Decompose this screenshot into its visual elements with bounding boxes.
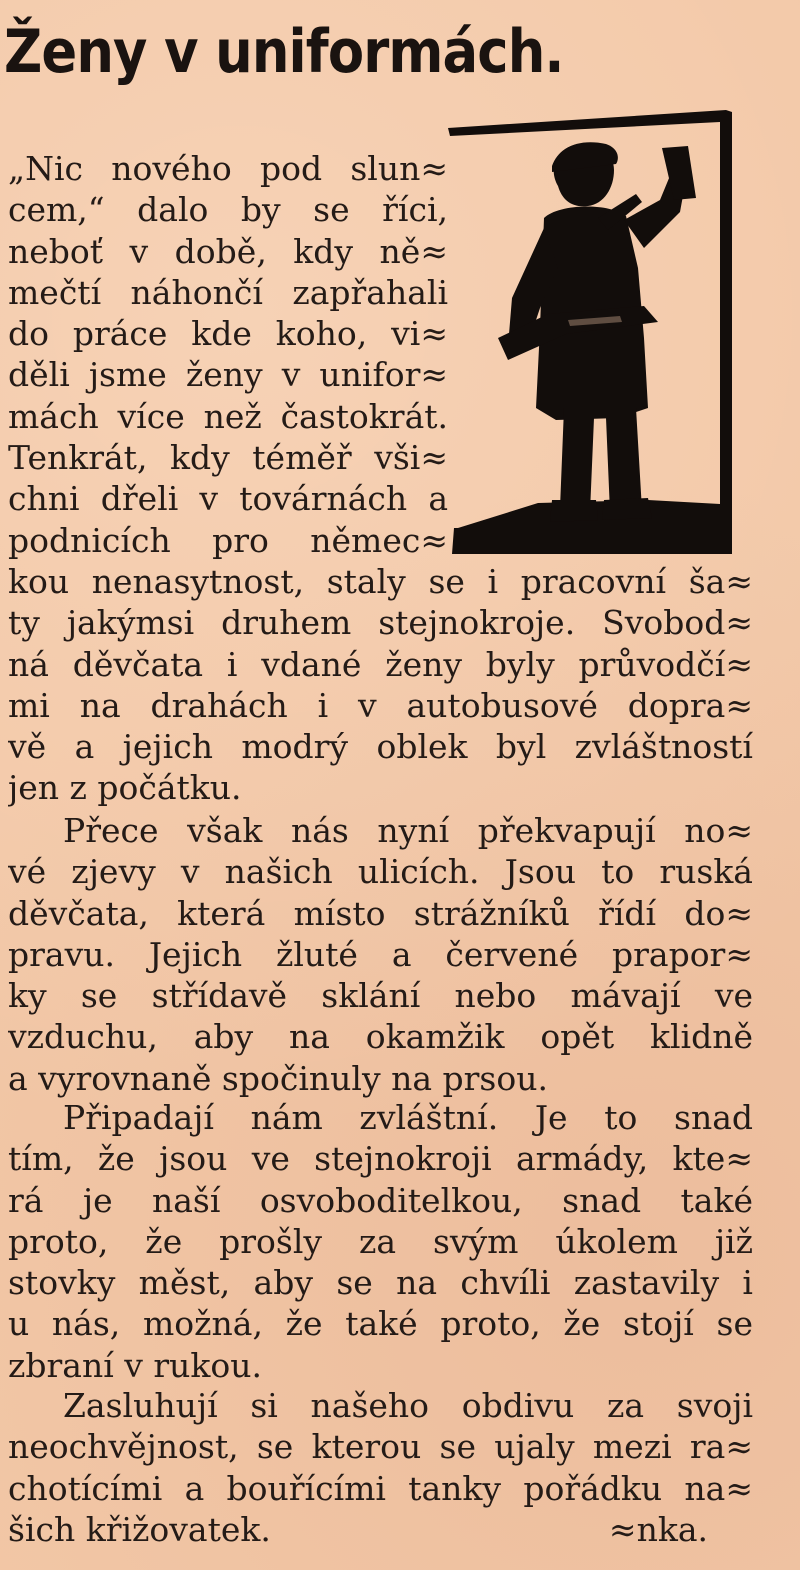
text-line: neochvějnost, se kterou se ujaly mezi ra≈ [8, 1427, 753, 1467]
text-line: proto, že prošly za svým úkolem již [8, 1221, 753, 1261]
text-line: cem,“ dalo by se říci, [8, 190, 448, 230]
text-line: rá je naší osvoboditelkou, snad také [8, 1180, 753, 1220]
text-line: a vyrovnaně spočinuly na prsou. [8, 1058, 548, 1098]
final-text-line: šich křižovatek. [8, 1509, 271, 1549]
text-line: ná děvčata i vdané ženy byly průvodčí≈ [8, 644, 753, 684]
text-line: vzduchu, aby na okamžik opět klidně [8, 1017, 753, 1057]
text-line: podnicích pro němec≈ [8, 520, 448, 560]
text-line: mách více než častokrát. [8, 396, 448, 436]
text-line: pravu. Jejich žluté a červené prapor≈ [8, 934, 753, 974]
text-line: stovky měst, aby se na chvíli zastavily i [8, 1263, 753, 1303]
text-line: děvčata, která místo strážníků řídí do≈ [8, 893, 753, 933]
text-line: Zasluhují si našeho obdivu za svoji [63, 1386, 753, 1425]
text-line: mi na drahách i v autobusové dopra≈ [8, 685, 753, 725]
text-line: ty jakýmsi druhem stejnokroje. Svobod≈ [8, 603, 753, 643]
text-line: u nás, možná, že také proto, že stojí se [8, 1304, 753, 1344]
text-line: neboť v době, kdy ně≈ [8, 231, 448, 271]
text-line: do práce kde koho, vi≈ [8, 314, 448, 354]
author-signature: ≈nka. [608, 1509, 708, 1549]
text-line: zbraní v rukou. [8, 1345, 263, 1385]
text-line: vě a jejich modrý oblek byl zvláštností [8, 727, 753, 767]
paragraph-1-continued [8, 561, 798, 809]
text-line: vé zjevy v našich ulicích. Jsou to ruská [8, 852, 753, 892]
text-line: tím, že jsou ve stejnokroji armády, kte≈ [8, 1139, 753, 1179]
paragraph-4 [8, 1385, 798, 1550]
closing-line [8, 1509, 708, 1550]
text-line: ky se střídavě sklání nebo mávají ve [8, 976, 753, 1016]
text-line: „Nic nového pod slun≈ [8, 149, 448, 188]
article-title: Ženy v uniformách. [4, 17, 564, 87]
paragraph-2 [8, 810, 798, 1099]
text-line: děli jsme ženy v unifor≈ [8, 355, 448, 395]
text-line: Tenkrát, kdy téměř vši≈ [8, 438, 448, 478]
text-line: Připadají nám zvláštní. Je to snad [63, 1098, 753, 1137]
text-line: Přece však nás nyní překvapují no≈ [63, 811, 753, 850]
text-line: chotícími a bouřícími tanky pořádku na≈ [8, 1468, 753, 1508]
text-line: chni dřeli v továrnách a [8, 479, 448, 519]
paragraph-3 [8, 1097, 798, 1386]
text-line: kou nenasytnost, staly se i pracovní ša≈ [8, 562, 753, 601]
text-line: mečtí náhončí zapřahali [8, 272, 448, 312]
text-line: jen z počátku. [8, 768, 242, 808]
intro-narrow-column [8, 148, 798, 561]
